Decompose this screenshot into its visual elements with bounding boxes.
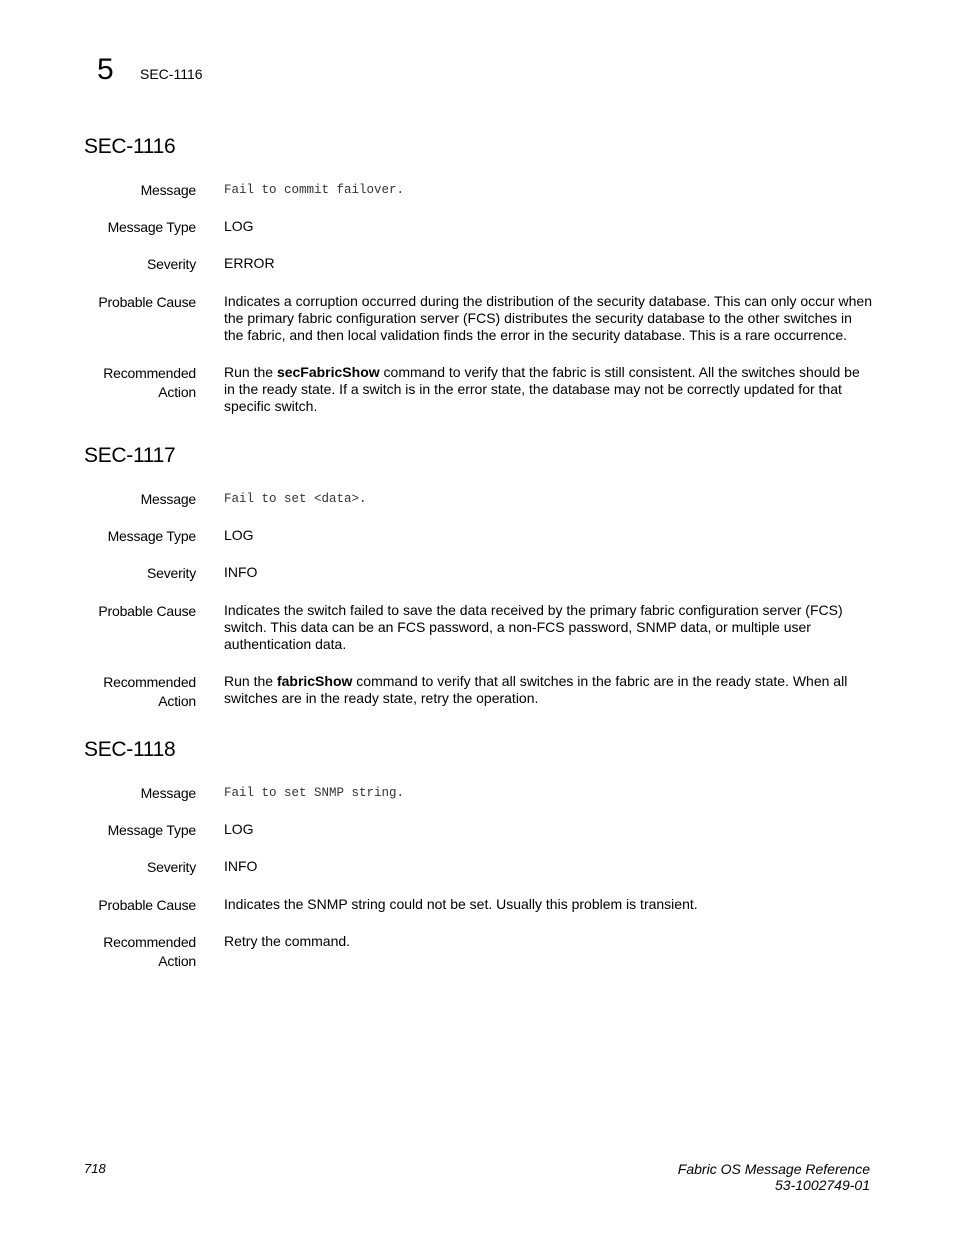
recommended-action-value: [224, 673, 872, 707]
probable-cause-label: Probable Cause: [98, 897, 196, 913]
command-name: fabricShow: [276, 673, 353, 689]
severity-value: INFO: [224, 858, 258, 874]
severity-label: Severity: [147, 565, 196, 581]
action-label: Action: [158, 384, 196, 400]
section-title: SEC-1117: [84, 444, 176, 467]
section-sec-1118: [84, 737, 884, 969]
message-type-label: Message Type: [107, 822, 196, 838]
recommended-label: Recommended: [103, 674, 196, 690]
message-type-label: Message Type: [107, 528, 196, 544]
action-label: Action: [158, 953, 196, 969]
action-text-pre: Run the: [224, 673, 277, 689]
chapter-number: 5: [97, 53, 114, 86]
severity-value: ERROR: [224, 255, 275, 271]
probable-cause-label: Probable Cause: [98, 603, 196, 619]
probable-cause-value: Indicates the switch failed to save the data received by the primary fabric configuration server (FCS) switch. This data can be an FCS password, a non-FCS password, SNMP data, or multiple user authentication data.: [224, 602, 843, 652]
section-title: SEC-1116: [84, 135, 176, 158]
severity-label: Severity: [147, 859, 196, 875]
probable-cause-value: Indicates a corruption occurred during the distribution of the security database. This can only occur when the primary fabric configuration server (FCS) distributes the security database to the other switches in the fabric, and then local validation finds the error in the security database. This is a rare occurrence.: [224, 293, 872, 343]
recommended-action-value: [224, 933, 872, 950]
message-label: Message: [140, 182, 196, 198]
book-title: Fabric OS Message Reference: [677, 1161, 870, 1177]
section-sec-1116: [84, 134, 884, 414]
action-text-pre: Retry the command.: [224, 933, 351, 949]
probable-cause-label: Probable Cause: [98, 294, 196, 310]
action-text-post: command to verify that the fabric is still consistent. All the switches should be in the ready state. If a switch is in the error state, the database may not be correctly updated for that specific switch.: [224, 364, 860, 414]
message-type-value: LOG: [224, 218, 254, 234]
message-label: Message: [140, 785, 196, 801]
recommended-label: Recommended: [103, 365, 196, 381]
recommended-action-label: [84, 933, 196, 971]
action-label: Action: [158, 693, 196, 709]
severity-value: INFO: [224, 564, 258, 580]
footer-book-info: [678, 1161, 870, 1193]
running-head: SEC-1116: [140, 66, 203, 82]
message-value: Fail to set SNMP string.: [224, 786, 405, 800]
section-sec-1117: [84, 443, 884, 709]
message-value: Fail to set <data>.: [224, 492, 367, 506]
message-type-value: LOG: [224, 821, 254, 837]
message-type-label: Message Type: [107, 219, 196, 235]
page-number: 718: [84, 1161, 106, 1176]
section-title: SEC-1118: [84, 738, 176, 761]
recommended-action-label: [84, 673, 196, 711]
action-text-post: command to verify that all switches in the fabric are in the ready state. When all switches are in the ready state, retry the operation.: [224, 673, 848, 706]
command-name: secFabricShow: [276, 364, 380, 380]
action-text-pre: Run the: [224, 364, 277, 380]
recommended-action-value: [224, 364, 872, 415]
doc-number: 53-1002749-01: [775, 1177, 870, 1193]
probable-cause-value: Indicates the SNMP string could not be set. Usually this problem is transient.: [224, 896, 698, 912]
message-label: Message: [140, 491, 196, 507]
message-type-value: LOG: [224, 527, 254, 543]
message-value: Fail to commit failover.: [224, 183, 405, 197]
recommended-action-label: [84, 364, 196, 402]
recommended-label: Recommended: [103, 934, 196, 950]
severity-label: Severity: [147, 256, 196, 272]
